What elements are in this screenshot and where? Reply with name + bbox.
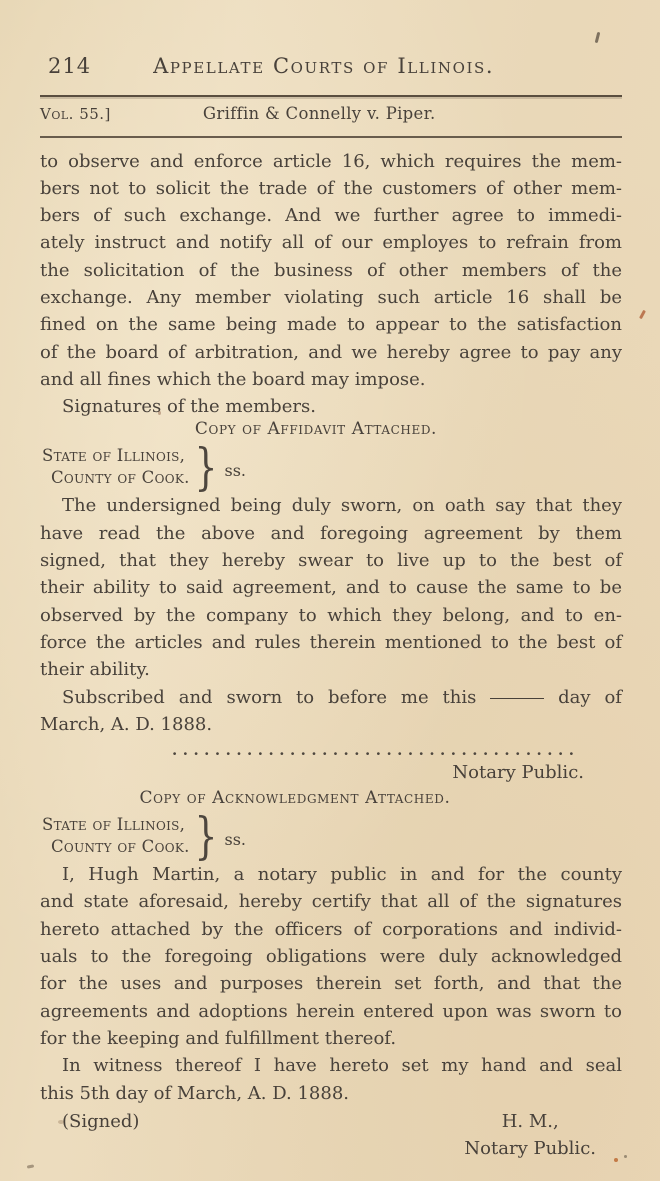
signed-label: (Signed)	[62, 1110, 140, 1132]
running-subhead	[40, 104, 622, 127]
subscribed-text-before: Subscribed and sworn to before me this	[62, 686, 477, 708]
venue-block-affidavit	[42, 438, 622, 497]
text-line: bers of such exchange. And we further agree to immedi-	[40, 205, 622, 227]
ink-speck	[639, 310, 646, 319]
text-line: The undersigned being duly sworn, on oath say that they	[62, 495, 622, 517]
notary-public-label: Notary Public.	[464, 1138, 596, 1160]
witness-date-line: this 5th day of March, A. D. 1888.	[40, 1082, 349, 1104]
page-header	[40, 54, 622, 84]
ss-abbreviation: ss.	[224, 830, 246, 850]
text-line: hereto attached by the officers of corporations and individ-	[40, 918, 622, 940]
brace-glyph: }	[194, 807, 218, 866]
text-line: have read the above and foregoing agreement by them	[40, 522, 622, 544]
venue-county: County of Cook.	[51, 468, 190, 488]
paragraph-agreement	[40, 148, 622, 394]
text-line: of the board of arbitration, and we hereby agree to pay any	[40, 341, 622, 363]
text-line: their ability to said agreement, and to cause the same to be	[40, 577, 622, 599]
date-line: March, A. D. 1888.	[40, 713, 213, 735]
venue-county: County of Cook.	[51, 837, 190, 857]
text-line: the solicitation of the business of other members of the	[40, 259, 622, 281]
section-heading-affidavit: Copy of Affidavit Attached.	[194, 419, 438, 440]
case-title: Griffin & Connelly v. Piper.	[202, 104, 436, 123]
text-line: their ability.	[40, 659, 150, 681]
text-line: uals to the foregoing obligations were duly acknowledged	[40, 946, 622, 968]
notary-signature-block	[464, 1108, 596, 1163]
paragraph-affidavit	[40, 492, 622, 683]
ink-speck	[614, 1158, 618, 1162]
notary-public-label: Notary Public.	[452, 762, 584, 784]
ink-speck	[624, 1155, 627, 1158]
paragraph-acknowledgment	[40, 861, 622, 1052]
venue-captions	[42, 445, 190, 490]
notary-initials: H. M.,	[501, 1110, 559, 1132]
text-line: and all fines which the board may impose.	[40, 368, 426, 390]
page-body	[40, 148, 622, 1163]
text-line: and state aforesaid, hereby certify that all of the signatures	[40, 891, 622, 913]
witness-line: In witness thereof I have hereto set my hand and seal	[62, 1055, 622, 1077]
text-line: agreements and adoptions herein entered upon was sworn to	[40, 1000, 622, 1022]
ink-speck	[27, 1164, 34, 1168]
brace-glyph: }	[194, 438, 218, 497]
text-line: for the uses and purposes therein set forth, and that the	[40, 973, 622, 995]
subscribed-text-after: day of	[558, 686, 622, 708]
section-heading-acknowledgment: Copy of Acknowledgment Attached.	[139, 788, 451, 809]
ss-abbreviation: ss.	[224, 461, 246, 481]
dotted-signature-line: ......................................	[172, 741, 580, 760]
venue-state: State of Illinois,	[42, 814, 186, 834]
header-rule-top	[40, 95, 622, 97]
signatures-line: Signatures of the members.	[62, 396, 316, 418]
text-line: observed by the company to which they belong, and to en-	[40, 604, 622, 626]
blank-day-line	[490, 697, 544, 699]
venue-state: State of Illinois,	[42, 445, 186, 465]
text-line: I, Hugh Martin, a notary public in and for the county	[62, 864, 622, 886]
header-rule-bottom	[40, 136, 622, 138]
ink-speck	[158, 411, 161, 415]
running-title: Appellate Courts of Illinois.	[153, 54, 495, 78]
paper-stain	[58, 1120, 64, 1124]
page-number: 214	[48, 54, 92, 78]
text-line: exchange. Any member violating such article 16 shall be	[40, 286, 622, 308]
text-line: fined on the same being made to appear to the satisfaction	[40, 314, 622, 336]
volume-label: Vol. 55.]	[40, 105, 111, 123]
text-line: for the keeping and fulfillment thereof.	[40, 1027, 397, 1049]
subscribed-line	[40, 684, 622, 711]
text-line: force the articles and rules therein mentioned to the best of	[40, 631, 622, 653]
text-line: bers not to solicit the trade of the customers of other mem-	[40, 177, 622, 199]
text-line: ately instruct and notify all of our employes to refrain from	[40, 232, 622, 254]
text-line: to observe and enforce article 16, which requires the mem-	[40, 150, 622, 172]
ink-speck	[595, 32, 601, 43]
text-line: signed, that they hereby swear to live up to the best of	[40, 550, 622, 572]
signature-row	[40, 1108, 622, 1163]
venue-block-acknowledgment	[42, 807, 622, 866]
venue-captions	[42, 814, 190, 859]
